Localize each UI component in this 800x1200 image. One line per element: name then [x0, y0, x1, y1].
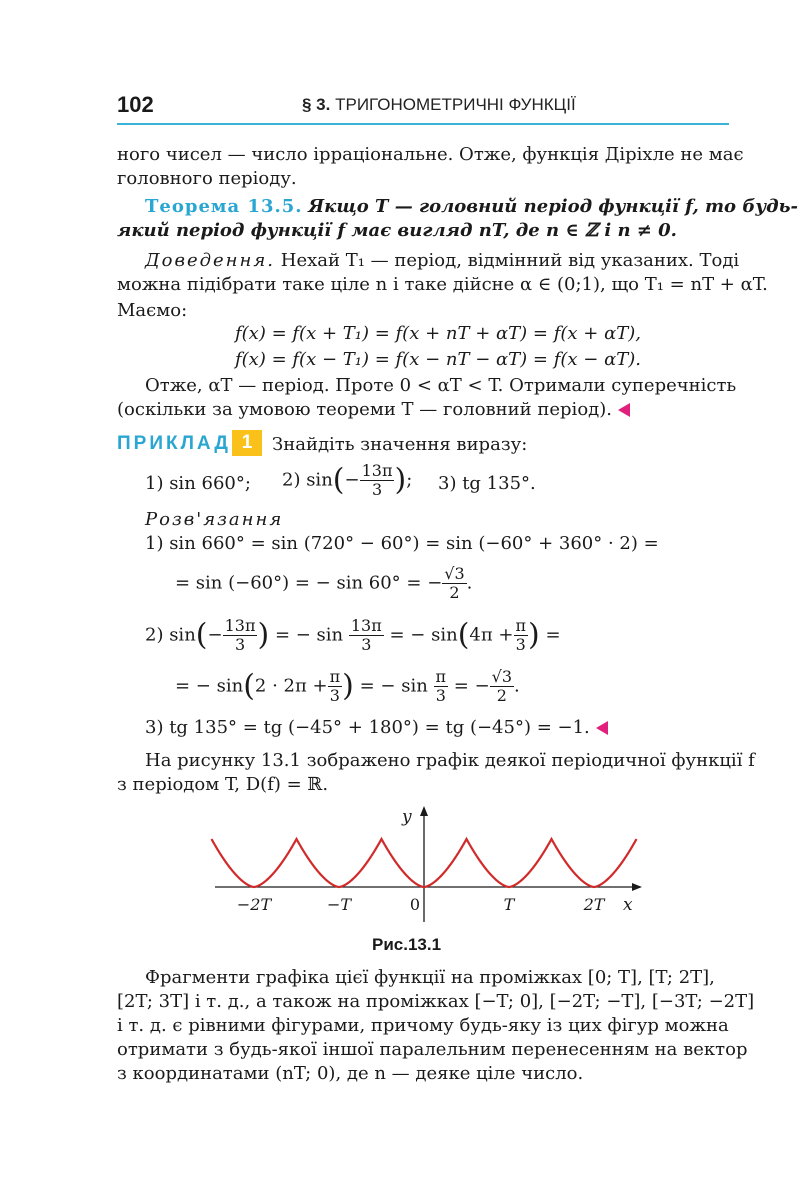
- x-tick-label: T: [503, 895, 515, 914]
- solution-2-text: 4π +: [469, 624, 514, 646]
- proof-conclusion-2-text: (оскільки за умовою теореми T — головний період).: [117, 399, 612, 420]
- fraction: $\frac{\pi}{3}$: [515, 616, 527, 654]
- proof-conclusion-1: Отже, αT — період. Проте 0 < αT < T. Отримали суперечність: [145, 375, 737, 396]
- theorem-title: Теорема 13.5.: [145, 196, 303, 217]
- example-task: Знайдіть значення виразу:: [272, 434, 528, 455]
- example-item-2: 2) sin(− $\frac{13\pi}{3}$ );: [282, 461, 413, 499]
- x-axis-arrow: [632, 883, 642, 891]
- solution-2-text: = −: [453, 675, 490, 697]
- intro-line-2: головного періоду.: [117, 168, 297, 189]
- theorem-text-1: Якщо T — головний період функції f, то будь-: [308, 196, 798, 217]
- proof-equation-1: f(x) = f(x + T₁) = f(x + nT + αT) = f(x + αT),: [235, 323, 641, 344]
- fraction: $\frac{13\pi}{3}$: [224, 616, 256, 654]
- proof-label: Доведення.: [145, 250, 276, 271]
- solution-1-line-2: = sin (−60°) = − sin 60° = − $\frac{√3}{2}$ .: [175, 564, 473, 602]
- solution-2-text: 2 · 2π +: [254, 675, 328, 697]
- closing-line-4: отримати з будь-якої іншої паралельним перенесенням на вектор: [117, 1039, 748, 1060]
- x-tick-label: 2T: [583, 895, 605, 914]
- proof-line-1: [145, 249, 739, 273]
- page-number: 102: [117, 92, 154, 117]
- theorem-line-1: [145, 195, 798, 219]
- solution-2-line-2: = − sin(2 · 2π + $\frac{\pi}{3}$ ) = − sin $\frac{\pi}{3}$ = − $\frac{√3}{2}$ .: [175, 667, 520, 705]
- closing-line-5: з координатами (nT; 0), де n — деяке ціле число.: [117, 1063, 584, 1084]
- solution-2-line-1: 2) sin(− $\frac{13\pi}{3}$ ) = − sin $\frac{13\pi}{3}$ = − sin(4π + $\frac{\pi}{3}$ ) =: [145, 616, 561, 654]
- figure-caption: Рис.13.1: [372, 935, 442, 954]
- example-item-2-prefix: 2) sin: [282, 469, 333, 491]
- y-axis-arrow: [420, 806, 428, 816]
- solution-2-text: = − sin: [359, 675, 428, 697]
- example-item-3: 3) tg 135°.: [438, 473, 536, 494]
- solution-label: Розв'язання: [145, 509, 284, 530]
- example-item-1: 1) sin 660°;: [145, 473, 251, 494]
- solution-3-line: [145, 716, 608, 740]
- figure-intro-line-1: На рисунку 13.1 зображено графік деякої періодичної функції f: [145, 750, 755, 771]
- solution-2-text: = − sin: [274, 624, 344, 646]
- section-mark: § 3.: [302, 95, 331, 114]
- periodic-function-graph: [200, 800, 650, 930]
- theorem-text-2: який період функції f має вигляд nT, де n ∈ ℤ і n ≠ 0.: [117, 220, 677, 241]
- closing-line-1: Фрагменти графіка цієї функції на проміжках [0; T], [T; 2T],: [145, 967, 715, 988]
- fraction: $\frac{\pi}{3}$: [329, 667, 341, 705]
- proof-text-1: Нехай T₁ — період, відмінний від указаних. Тоді: [280, 250, 740, 271]
- fraction: $\frac{√3}{2}$: [491, 667, 513, 705]
- proof-equation-2: f(x) = f(x − T₁) = f(x − nT − αT) = f(x − αT).: [235, 349, 641, 370]
- proof-conclusion-2: [117, 398, 630, 422]
- solution-2-text: = − sin: [389, 624, 458, 646]
- x-axis-label: x: [623, 895, 633, 915]
- x-tick-label: −2T: [236, 895, 272, 914]
- solution-1-text: = sin (−60°) = − sin 60° = −: [175, 572, 443, 594]
- closing-line-3: і т. д. є рівними фігурами, причому будь-яку із цих фігур можна: [117, 1015, 729, 1036]
- solution-3-text: 3) tg 135° = tg (−45° + 180°) = tg (−45°) = −1.: [145, 717, 590, 738]
- solution-2-text: 2) sin: [145, 624, 196, 646]
- end-of-solution-marker-icon: [596, 721, 608, 735]
- running-header: [302, 95, 576, 115]
- solution-1-line-1: 1) sin 660° = sin (720° − 60°) = sin (−60° + 360° · 2) =: [145, 533, 659, 554]
- fraction: $\frac{13\pi}{3}$: [361, 461, 393, 499]
- example-number-badge: 1: [232, 430, 262, 456]
- fraction: $\frac{13\pi}{3}$: [350, 616, 382, 654]
- intro-line-1: ного чисел — число ірраціональне. Отже, функція Діріхле не має: [117, 144, 744, 165]
- solution-2-text: = − sin: [175, 675, 244, 697]
- x-tick-label: 0: [409, 895, 421, 914]
- y-axis-label: y: [402, 807, 412, 827]
- fraction: $\frac{√3}{2}$: [444, 564, 465, 602]
- figure-intro-line-2: з періодом T, D(f) = ℝ.: [117, 774, 329, 795]
- header-rule: [117, 123, 729, 125]
- proof-line-2: можна підібрати таке ціле n і таке дійсне α ∈ (0;1), що T₁ = nT + αT.: [117, 274, 768, 295]
- x-tick-label: −T: [326, 895, 352, 914]
- closing-line-2: [2T; 3T] і т. д., а також на проміжках [−T; 0], [−2T; −T], [−3T; −2T]: [117, 991, 755, 1012]
- section-title: ТРИГОНОМЕТРИЧНІ ФУНКЦІЇ: [335, 95, 576, 114]
- fraction: $\frac{\pi}{3}$: [435, 667, 447, 705]
- proof-line-3: Маємо:: [117, 300, 188, 321]
- example-label: ПРИКЛАД: [117, 433, 231, 454]
- end-of-proof-marker-icon: [618, 403, 630, 417]
